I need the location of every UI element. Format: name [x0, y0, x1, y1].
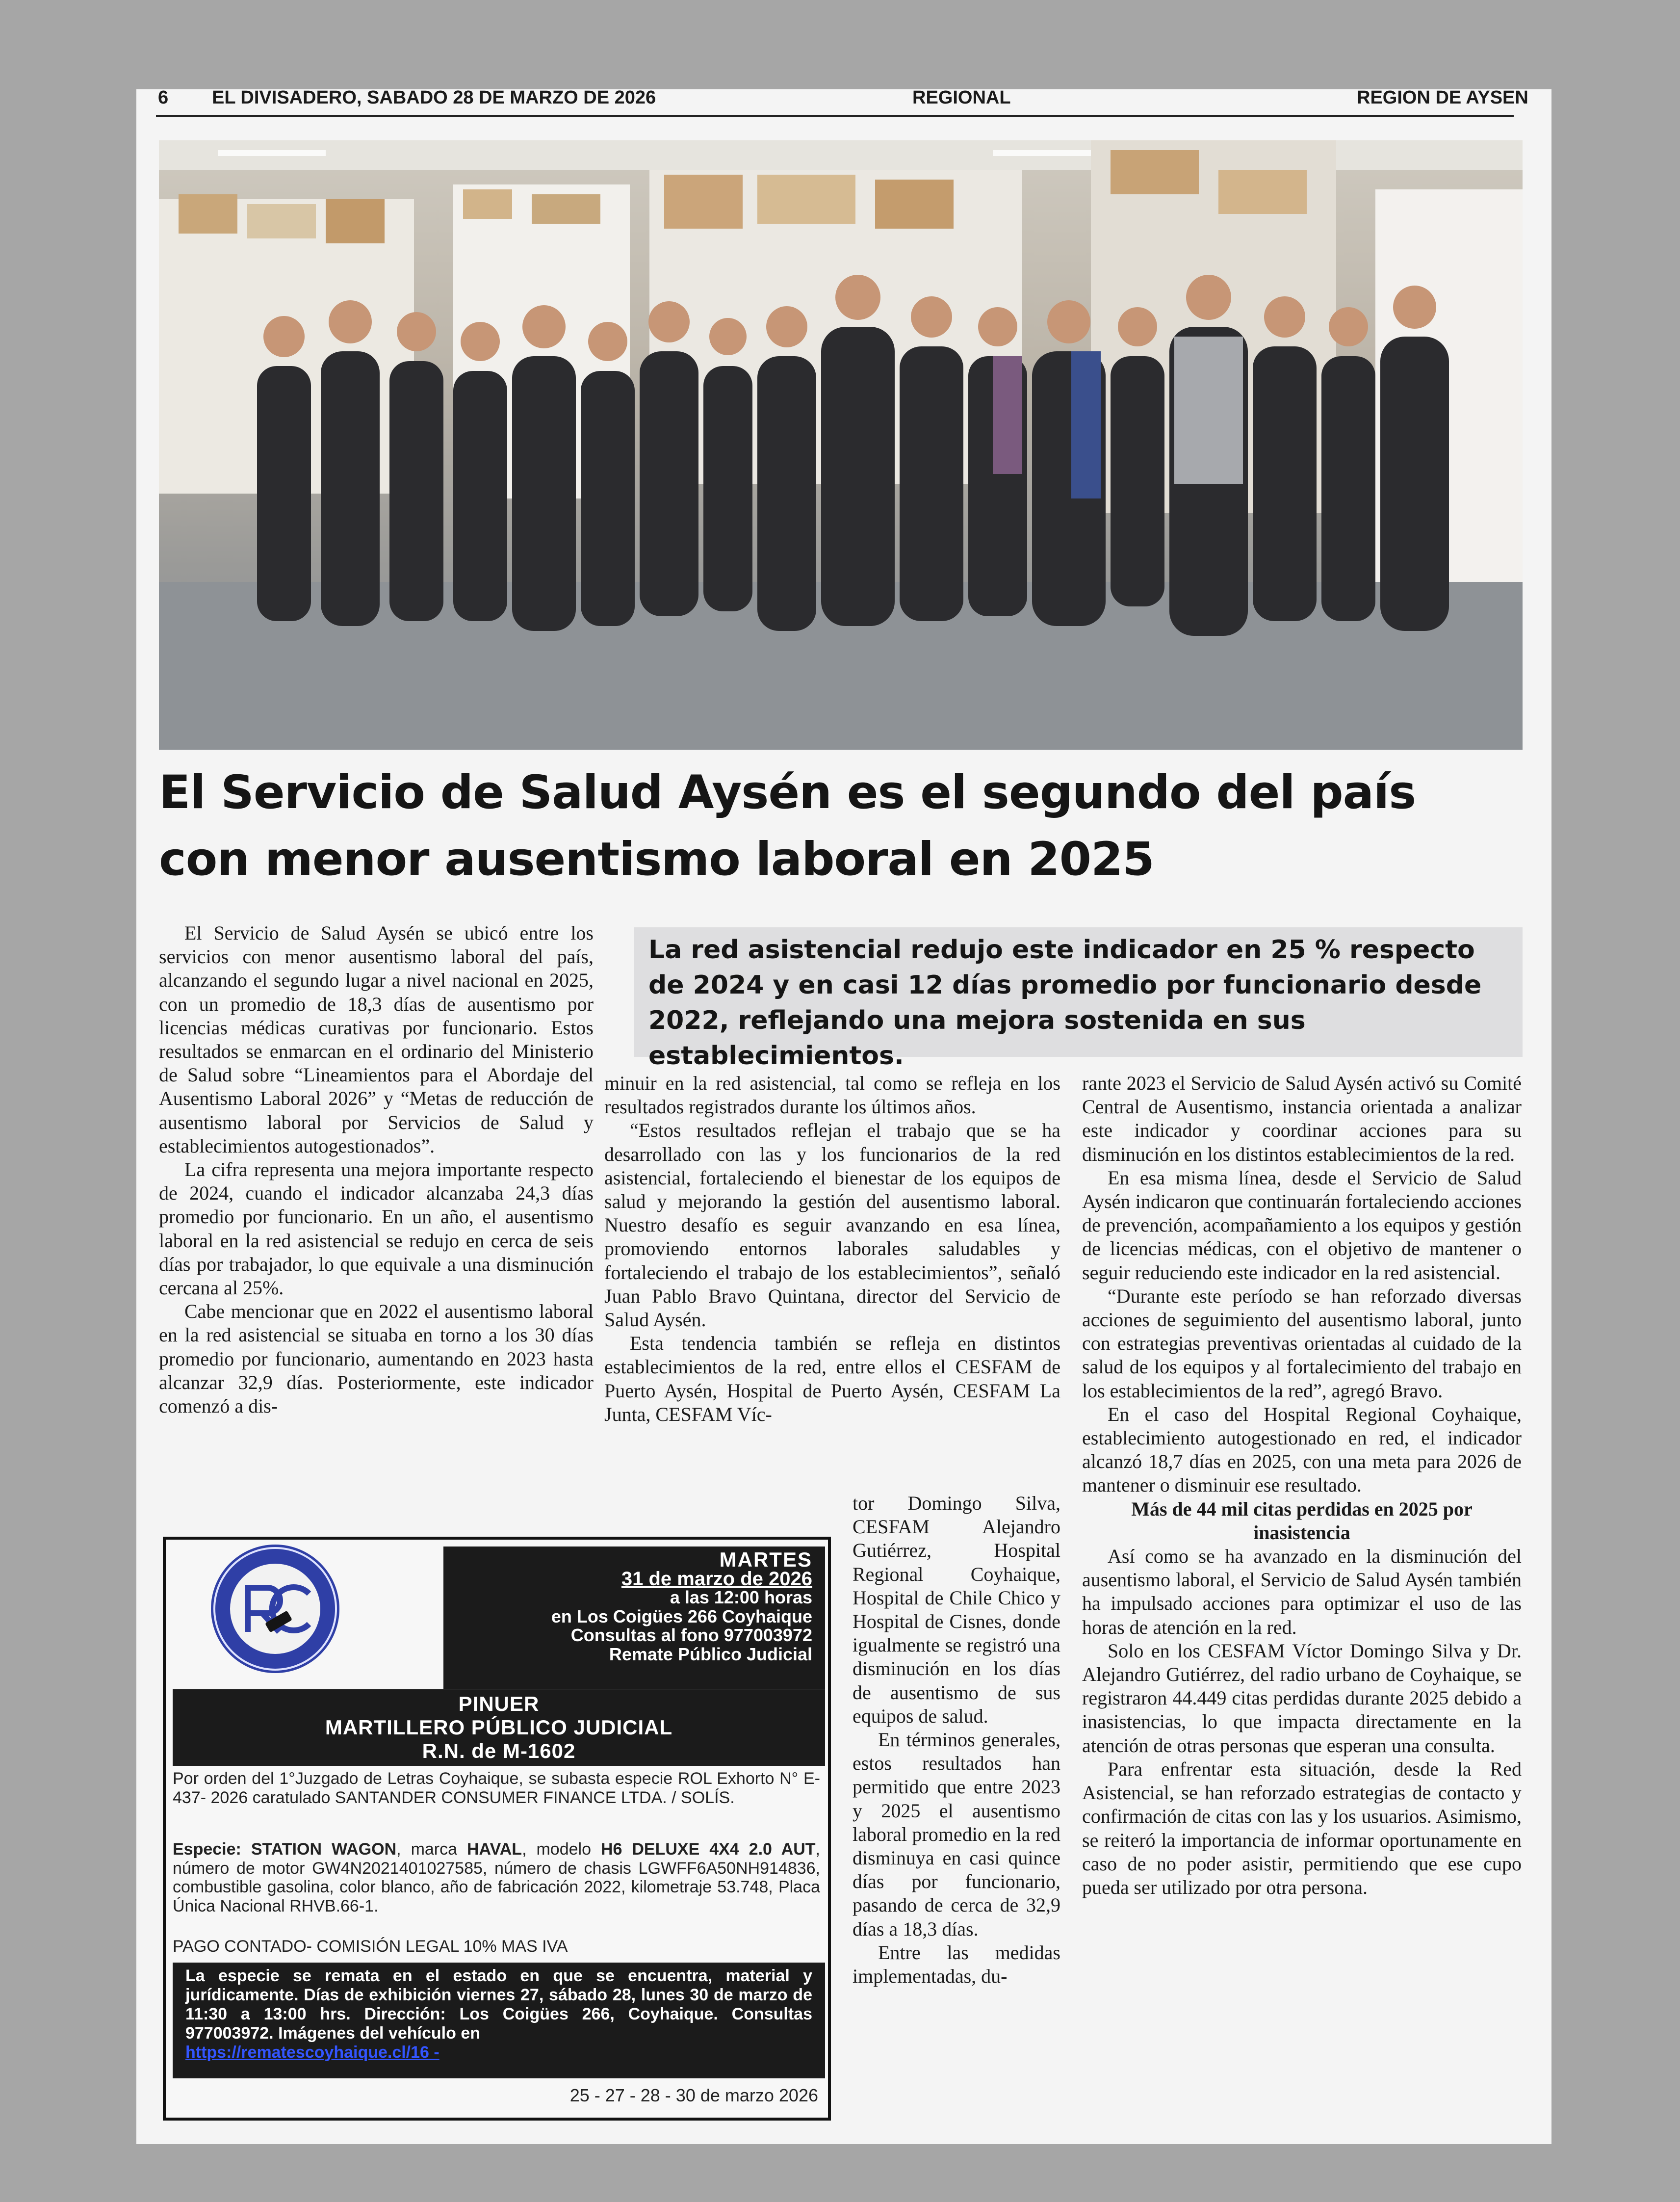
photo-illustration	[159, 140, 1523, 750]
paragraph: tor Domingo Silva, CESFAM Alejandro Gutiérrez, Hospital Regional Coyhaique, Hospital de Chile Chico y Hospital de Cisnes, donde igualmente se registró una disminución en los días de ausentismo de sus equipos de salud.	[853, 1492, 1060, 1727]
headline-line-2: con menor ausentismo laboral en 2025	[159, 833, 1154, 886]
article-column-2-narrow	[853, 1492, 1060, 1988]
auction-publication-dates: 25 - 27 - 28 - 30 de marzo 2026	[569, 2085, 818, 2105]
paragraph: “Estos resultados reflejan el trabajo que se ha desarrollado con las y los funcionarios de la red asistencial, fortaleciendo el bienestar de los equipos de salud y mejorando la gestión del ausentismo laboral. Nuestro desafío es seguir avanzando en esa línea, promoviendo entornos laborales saludables y fortaleciendo el trabajo de los establecimientos”, señaló Juan Pablo Bravo Quintana, director del Servicio de Salud Aysén.	[604, 1119, 1060, 1331]
paragraph: rante 2023 el Servicio de Salud Aysén activó su Comité Central de Ausentismo, instancia orientada a analizar este indicador y coordinar acciones para su disminución en los distintos establecimientos de la red.	[1082, 1072, 1522, 1165]
auctioneer-box	[173, 1689, 825, 1766]
spec-brand-label: , marca	[396, 1840, 467, 1859]
spec-brand: HAVAL	[467, 1840, 522, 1859]
auction-place: en Los Coigües 266 Coyhaique	[551, 1606, 812, 1626]
auction-payment-terms: PAGO CONTADO- COMISIÓN LEGAL 10% MAS IVA	[173, 1937, 568, 1956]
auction-conditions	[173, 1963, 825, 2078]
paragraph: El Servicio de Salud Aysén se ubicó entre los servicios con menor ausentismo laboral del país, alcanzando el segundo lugar a nivel nacional en 2025, con un promedio de 18,3 días de ausentismo por licencias médicas curativas por funcionario. Estos resultados se enmarcan en el ordinario del Ministerio de Salud sobre “Lineamientos para el Abordaje del Ausentismo Laboral 2026” y “Metas de reducción de ausentismo laboral por Servicios de Salud y establecimientos autogestionados”.	[159, 922, 594, 1157]
paragraph: Cabe mencionar que en 2022 el ausentismo laboral en la red asistencial se situaba en torno a los 30 días promedio por funcionario, aumentando en 2023 hasta alcanzar 32,9 días. Posteriormente, este indicador comenzó a dis-	[159, 1300, 594, 1417]
auction-court-order: Por orden del 1°Juzgado de Letras Coyhaique, se subasta especie ROL Exhorto N° E- 437- 2026 caratulado SANTANDER CONSUMER FINANCE LTDA. / SOLÍS.	[173, 1769, 820, 1807]
auction-conditions-text: La especie se remata en el estado en que se encuentra, material y jurídicamente. Días de exhibición viernes 27, sábado 28, lunes 30 de marzo de 11:30 a 13:00 hrs. Dirección: Los Coigües 266, Coyhaique. Consultas 977003972. Imágenes del vehículo en	[185, 1966, 812, 2043]
spec-details: , número de motor GW4N2021401027585, número de chasis LGWFF6A50NH914836, combustible gasolina, color blanco, año de fabricación 2022, kilometraje 53.748, Placa Única Nacional RHVB.66-1.	[173, 1840, 820, 1915]
auctioneer-title: MARTILLERO PÚBLICO JUDICIAL	[325, 1716, 673, 1739]
spec-model-label: , modelo	[522, 1840, 601, 1859]
article-subheading: Más de 44 mil citas perdidas en 2025 por inasistencia	[1131, 1497, 1473, 1544]
auction-day: MARTES	[719, 1548, 812, 1571]
section-label: REGIONAL	[912, 87, 1011, 108]
spec-label: Especie:	[173, 1840, 241, 1859]
auctioneer-name: PINUER	[458, 1692, 540, 1715]
spec-model: H6 DELUXE 4X4 2.0 AUT	[600, 1840, 816, 1859]
paragraph: En el caso del Hospital Regional Coyhaique, establecimiento autogestionado en red, el indicador alcanzó 18,7 días en 2025, con una meta para 2026 de mantener o disminuir ese resultado.	[1082, 1403, 1522, 1496]
paragraph: En términos generales, estos resultados han permitido que entre 2023 y 2025 el ausentismo laboral promedio en la red disminuya en casi quince días por funcionario, pasando de cerca de 32,9 días a 18,3 días.	[853, 1729, 1060, 1940]
auction-date: 31 de marzo de 2026	[621, 1568, 812, 1590]
auction-date-box	[443, 1547, 825, 1689]
paragraph: Solo en los CESFAM Víctor Domingo Silva y Dr. Alejandro Gutiérrez, del radio urbano de Coyhaique, se registraron 44.449 citas perdidas durante 2025 debido a inasistencias, lo que impacta directamente en la atención de otras personas que esperan una consulta.	[1082, 1639, 1522, 1756]
paragraph: La cifra representa una mejora importante respecto de 2024, cuando el indicador alcanzaba 24,3 días promedio por funcionario. En un año, el ausentismo laboral en la red asistencial se redujo en cerca de seis días por trabajador, lo que equivale a una disminución cercana al 25%.	[159, 1158, 594, 1299]
article-headline	[159, 760, 1523, 893]
auction-time: a las 12:00 horas	[670, 1587, 812, 1607]
auction-vehicle-spec	[173, 1840, 820, 1915]
auction-images-link[interactable]: https://rematescoyhaique.cl/16 -	[185, 2043, 439, 2062]
paragraph: Esta tendencia también se refleja en distintos establecimientos de la red, entre ellos el CESFAM de Puerto Aysén, Hospital de Puerto Aysén, CESFAM La Junta, CESFAM Víc-	[604, 1332, 1060, 1425]
page-number: 6	[158, 87, 169, 108]
auction-logo-icon	[211, 1545, 339, 1673]
region-label: REGION DE AYSEN	[1357, 87, 1528, 108]
auction-phone: Consultas al fono 977003972	[570, 1625, 812, 1645]
article-column-3	[1082, 1072, 1522, 1899]
article-deck-box	[634, 927, 1523, 1071]
article-column-2	[604, 1072, 1060, 1426]
auctioneer-rn: R.N. de M-1602	[422, 1739, 576, 1762]
paragraph: Así como se ha avanzado en la disminución del ausentismo laboral, el Servicio de Salud Aysén también ha impulsado acciones para optimizar el uso de las horas de atención en la red.	[1082, 1545, 1522, 1638]
headline-line-1: El Servicio de Salud Aysén es el segundo del país	[159, 766, 1416, 819]
article-deck: La red asistencial redujo este indicador en 25 % respecto de 2024 y en casi 12 días promedio por funcionario desde 2022, reflejando una mejora sostenida en sus establecimientos.	[648, 935, 1482, 1071]
paragraph: Entre las medidas implementadas, du-	[853, 1941, 1060, 1988]
auction-type: Remate Público Judicial	[609, 1644, 812, 1664]
spec-kind: STATION WAGON	[251, 1840, 397, 1859]
paragraph: En esa misma línea, desde el Servicio de Salud Aysén indicaron que continuarán fortaleciendo acciones de prevención, acompañamiento a los equipos y gestión de licencias médicas, con el objetivo de mantener o seguir reduciendo este indicador en la red asistencial.	[1082, 1166, 1522, 1284]
staff-group-photo	[159, 140, 1523, 750]
auction-advertisement	[163, 1537, 831, 2121]
header-rule	[156, 115, 1514, 117]
paragraph: minuir en la red asistencial, tal como se refleja en los resultados registrados durante los últimos años.	[604, 1072, 1060, 1118]
paragraph: “Durante este período se han reforzado diversas acciones de seguimiento del ausentismo laboral, junto con estrategias preventivas orientadas al cuidado de la salud de los equipos y al fortalecimiento del trabajo en los establecimientos de la red”, agregó Bravo.	[1082, 1284, 1522, 1402]
paragraph: Para enfrentar esta situación, desde la Red Asistencial, se han reforzado estrategias de contacto y confirmación de citas con las y los usuarios. Asimismo, se reiteró la importancia de informar oportunamente en caso de no poder asistir, permitiendo que ese cupo pueda ser utilizado por otra persona.	[1082, 1757, 1522, 1898]
publication-date: EL DIVISADERO, SABADO 28 DE MARZO DE 2026	[212, 87, 656, 108]
article-column-1	[159, 921, 594, 1418]
